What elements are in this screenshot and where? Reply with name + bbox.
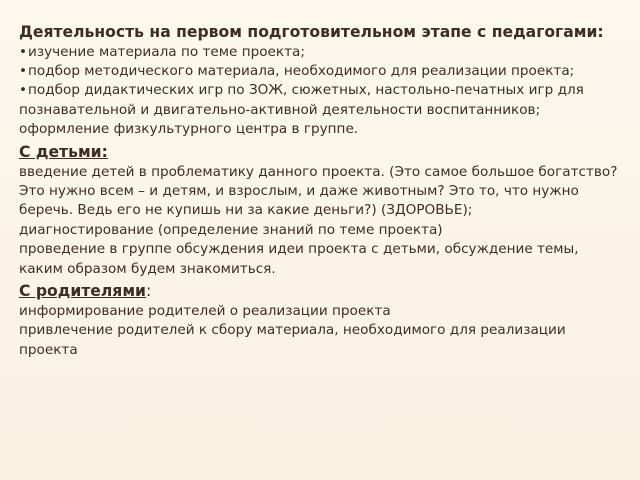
slide-title: Деятельность на первом подготовительном этапе с педагогами: bbox=[19, 23, 604, 41]
teachers-item-1: • изучение материала по теме проекта; bbox=[19, 43, 619, 62]
teachers-item-2: • подбор методического материала, необходимого для реализации проекта; bbox=[19, 62, 619, 81]
children-heading: С детьми: bbox=[19, 142, 108, 161]
children-item-2: диагностирование (определение знаний по теме проекта) bbox=[19, 221, 443, 238]
parents-item-2: привлечение родителей к сбору материала, необходимого для реализации проекта bbox=[19, 322, 566, 358]
parents-heading-wrap bbox=[19, 281, 619, 302]
slide-content bbox=[19, 22, 619, 360]
teachers-extra-item: оформление физкультурного центра в группе. bbox=[19, 121, 359, 138]
teachers-item-3: • подбор дидактических игр по ЗОЖ, сюжетных, настольно-печатных игр для познавательной и двигательно-активной деятельности воспитанников; bbox=[19, 81, 619, 120]
children-item-1: введение детей в проблематику данного проекта. (Это самое большое богатство? Это нужно всем – и детям, и взрослым, и даже животным? Это то, что нужно беречь. Ведь его не купишь ни за какие деньги?) (ЗДОРОВЬЕ); bbox=[19, 163, 618, 219]
parents-heading-tail: : bbox=[146, 281, 152, 300]
parents-item-1: информирование родителей о реализации проекта bbox=[19, 302, 391, 319]
parents-heading: С родителями bbox=[19, 281, 146, 300]
children-item-3: проведение в группе обсуждения идеи проекта с детьми, обсуждение темы, каким образом будем знакомиться. bbox=[19, 241, 579, 277]
